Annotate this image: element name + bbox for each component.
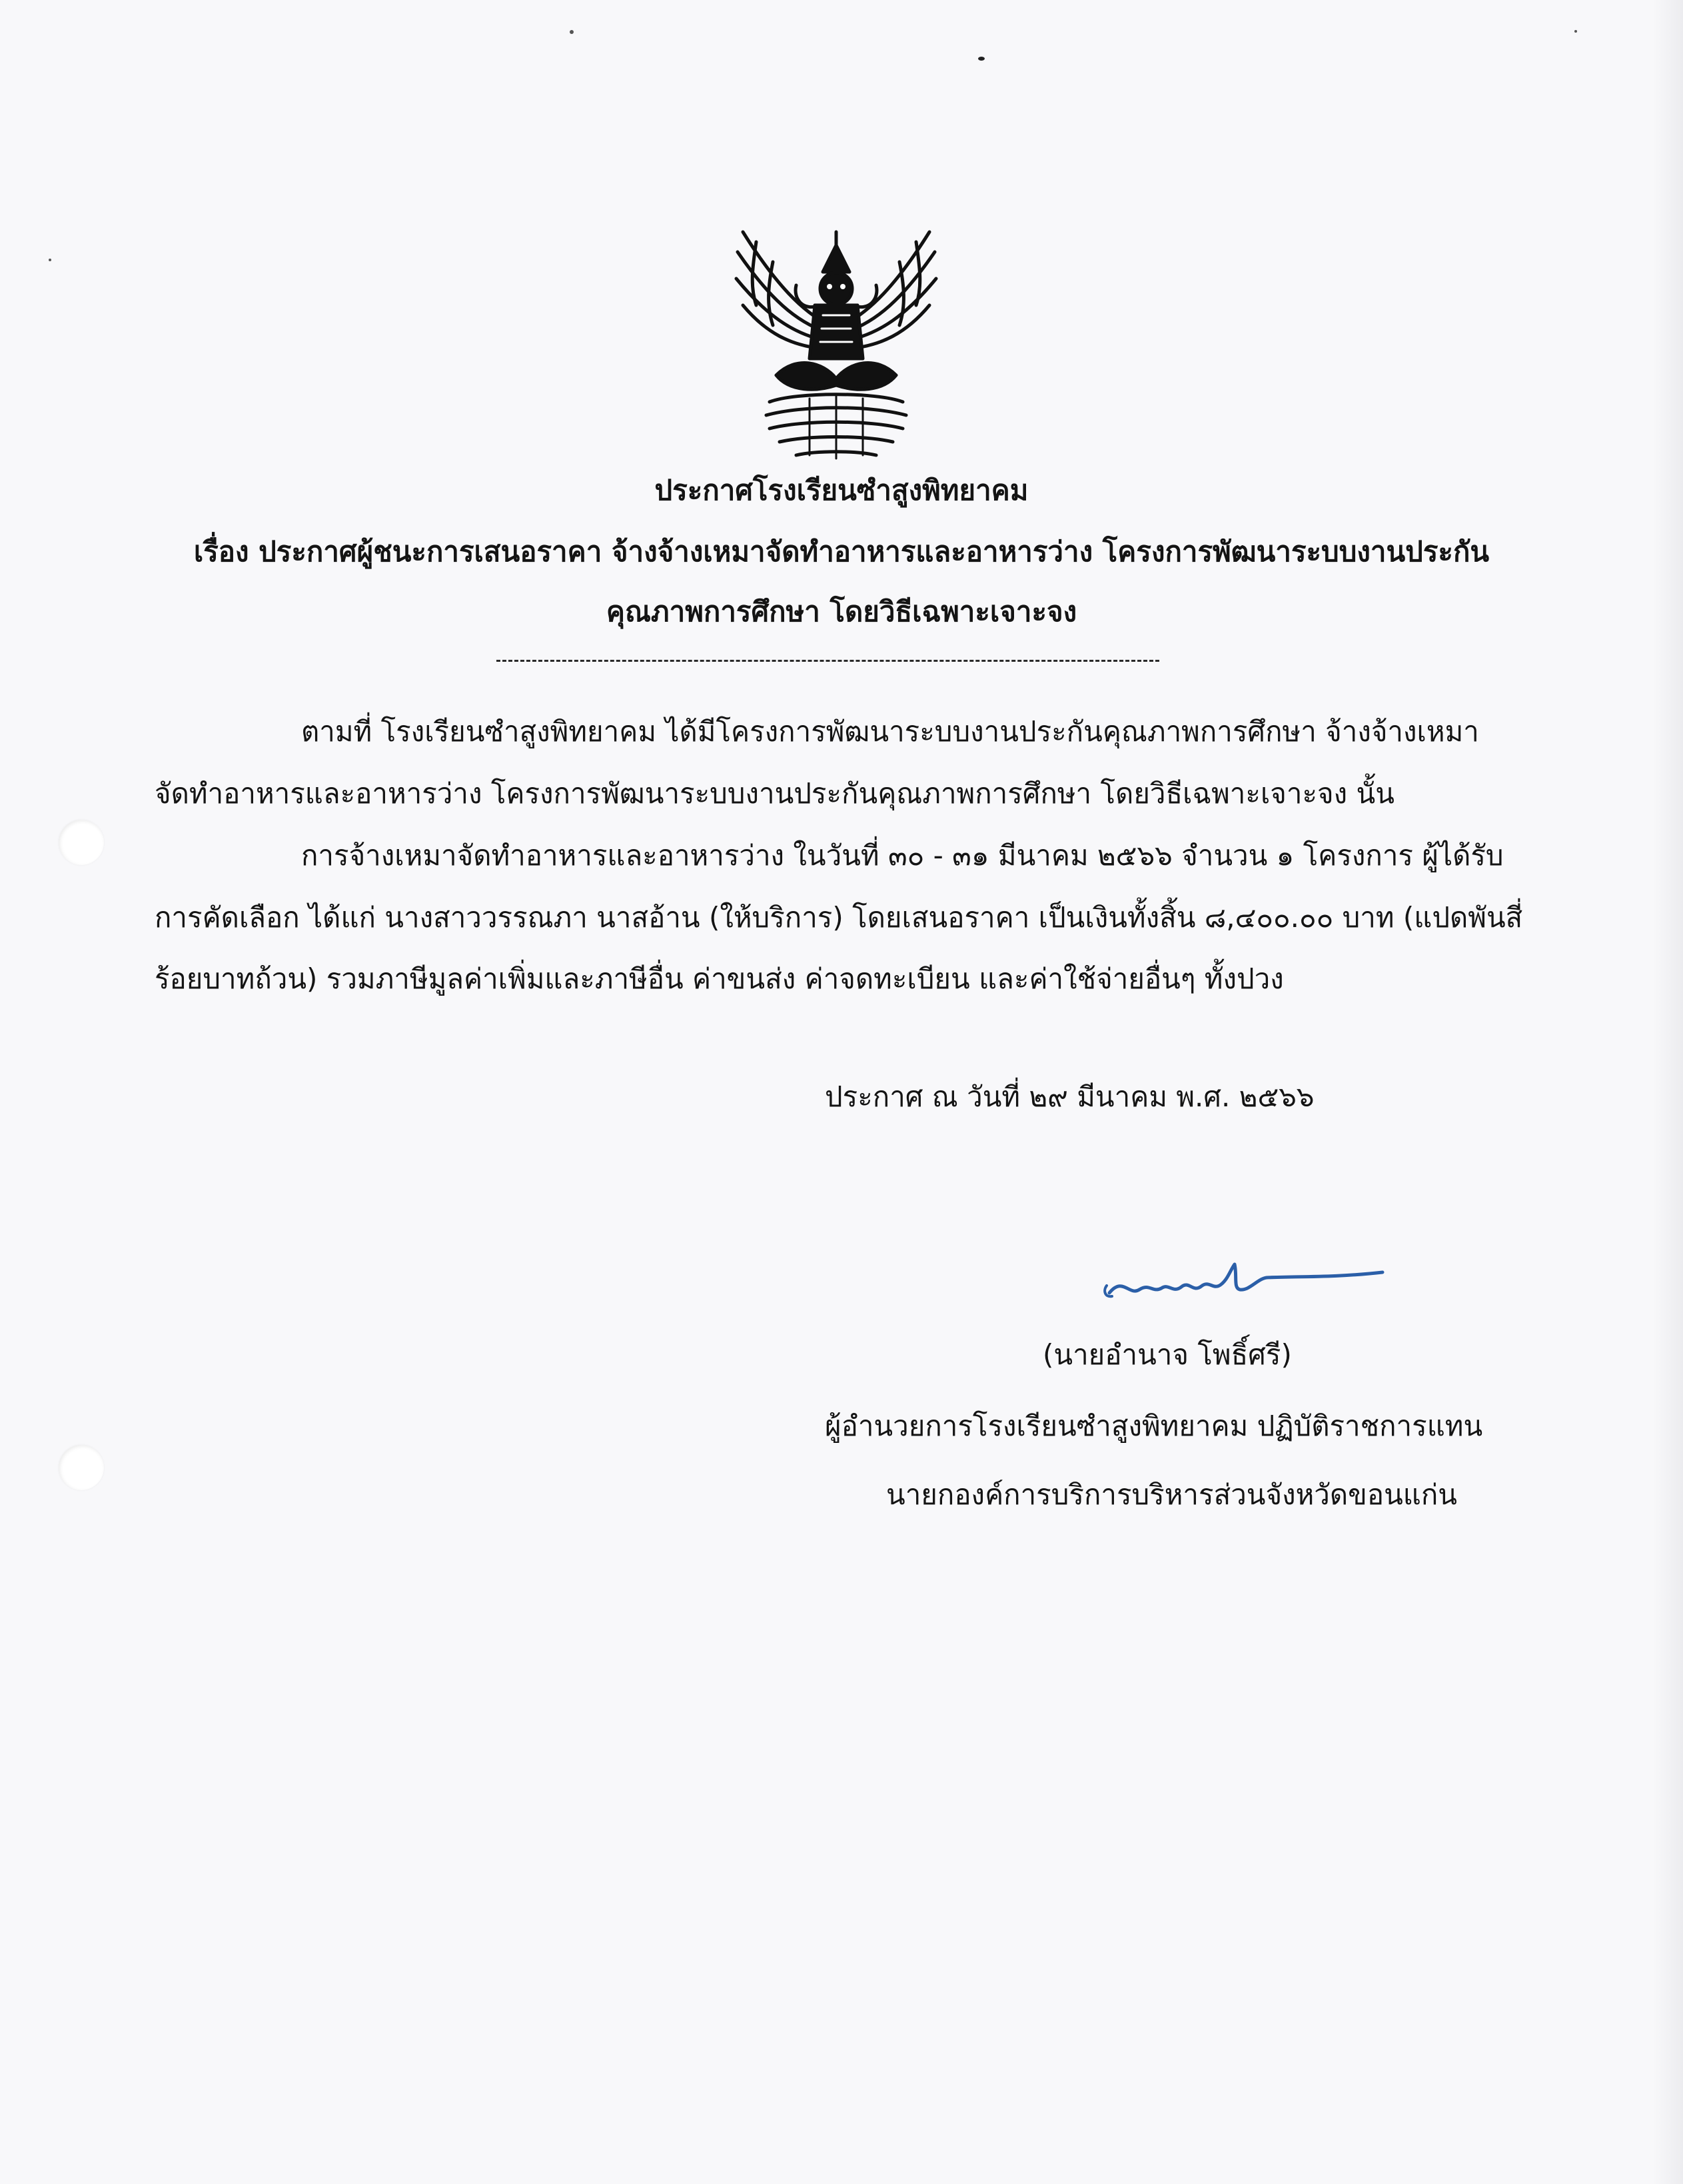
garuda-emblem bbox=[730, 225, 943, 465]
title-separator bbox=[496, 660, 1159, 662]
subject-line-1: เรื่อง ประกาศผู้ชนะการเสนอราคา จ้างจ้างเหมาจัดทำอาหารและอาหารว่าง โครงการพัฒนาระบบงานประกัน bbox=[193, 535, 1490, 568]
paragraph-2-line-1: การจ้างเหมาจัดทำอาหารและอาหารว่าง ในวันที่ ๓๐ - ๓๑ มีนาคม ๒๕๖๖ จำนวน ๑ โครงการ ผู้ได้รับ bbox=[301, 839, 1504, 872]
announcement-title: ประกาศโรงเรียนซำสูงพิทยาคม bbox=[654, 474, 1029, 507]
scan-speck bbox=[978, 57, 985, 61]
signer-position-line-1: ผู้อำนวยการโรงเรียนซำสูงพิทยาคม ปฏิบัติราชการแทน bbox=[825, 1410, 1483, 1442]
scan-speck bbox=[570, 30, 574, 34]
punch-hole-bottom bbox=[59, 1445, 104, 1490]
scan-speck bbox=[1574, 30, 1577, 33]
announce-date: ประกาศ ณ วันที่ ๒๙ มีนาคม พ.ศ. ๒๕๖๖ bbox=[825, 1080, 1315, 1113]
scan-speck bbox=[49, 259, 51, 261]
handwritten-signature bbox=[1083, 1230, 1389, 1316]
paragraph-1-line-2: จัดทำอาหารและอาหารว่าง โครงการพัฒนาระบบงานประกันคุณภาพการศึกษา โดยวิธีเฉพาะเจาะจง นั้น bbox=[155, 777, 1395, 810]
signer-name: (นายอำนาจ โพธิ์ศรี) bbox=[1043, 1338, 1292, 1371]
punch-hole-top bbox=[59, 820, 104, 865]
page-edge-shadow bbox=[1652, 0, 1683, 2184]
paragraph-1-line-1: ตามที่ โรงเรียนซำสูงพิทยาคม ได้มีโครงการพัฒนาระบบงานประกันคุณภาพการศึกษา จ้างจ้างเหมา bbox=[301, 715, 1479, 748]
signer-position-line-2: นายกองค์การบริการบริหารส่วนจังหวัดขอนแก่น bbox=[886, 1478, 1458, 1511]
subject-line-2: คุณภาพการศึกษา โดยวิธีเฉพาะเจาะจง bbox=[606, 595, 1077, 628]
paragraph-2-line-2: การคัดเลือก ได้แก่ นางสาววรรณภา นาสอ้าน (ให้บริการ) โดยเสนอราคา เป็นเงินทั้งสิ้น ๘,๔๐๐.๐๐ บาท (แปดพันสี่ bbox=[155, 901, 1523, 934]
paragraph-2-line-3: ร้อยบาทถ้วน) รวมภาษีมูลค่าเพิ่มและภาษีอื่น ค่าขนส่ง ค่าจดทะเบียน และค่าใช้จ่ายอื่นๆ ทั้งปวง bbox=[155, 962, 1284, 995]
